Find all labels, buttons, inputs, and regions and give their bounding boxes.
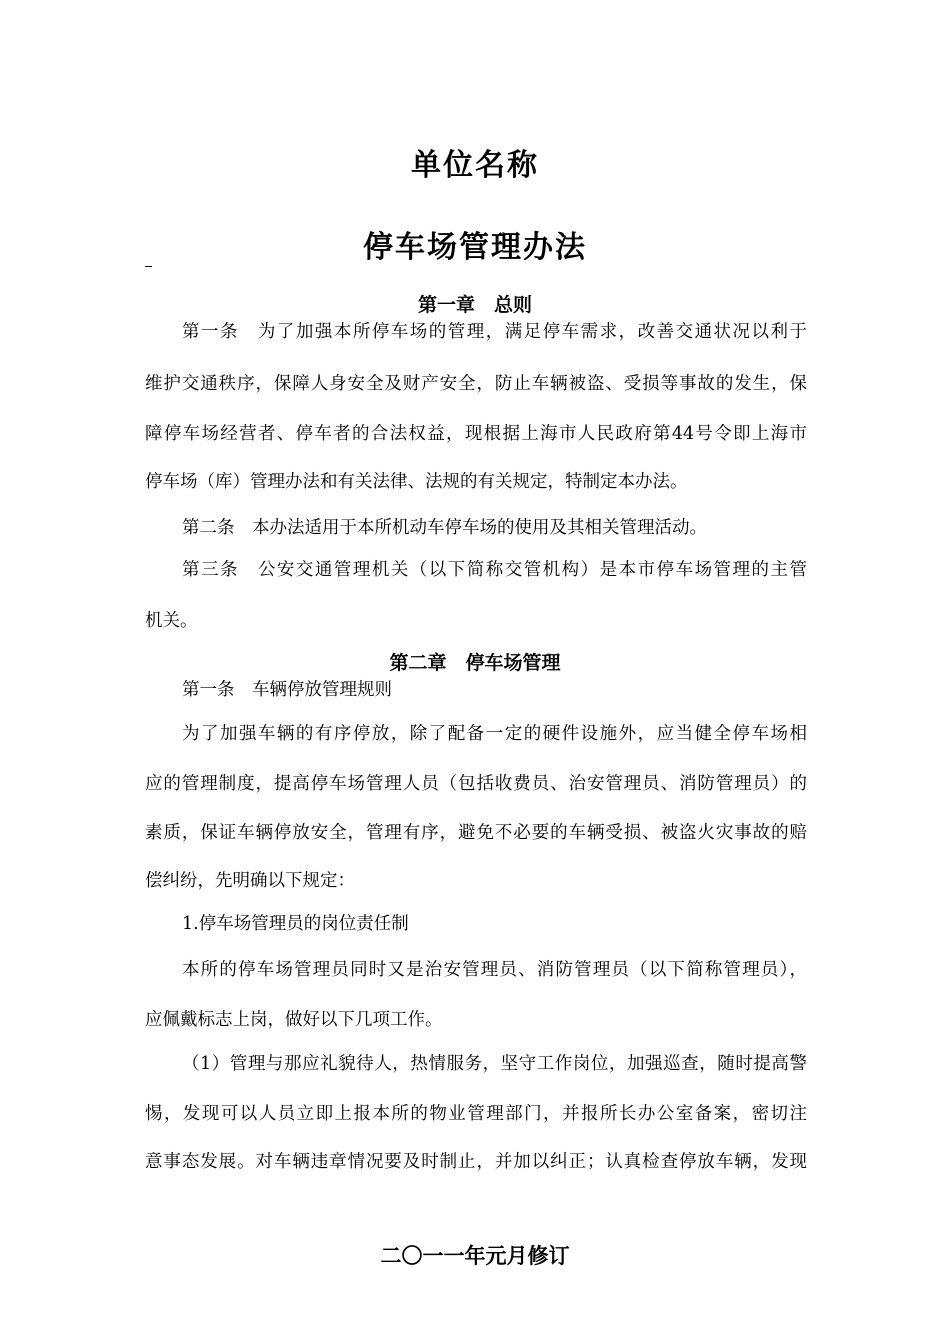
body-line: 第一条 为了加强本所停车场的管理，满足停车需求，改善交通状况以利于 [182, 322, 807, 342]
body-line: 1.停车场管理员的岗位责任制 [182, 914, 409, 934]
body-line: 为了加强车辆的有序停放，除了配备一定的硬件设施外，应当健全停车场相 [182, 724, 807, 744]
body-line: 本所的停车场管理员同时又是治安管理员、消防管理员（以下简称管理员）， [182, 960, 807, 980]
body-line: 第二条 本办法适用于本所机动车停车场的使用及其相关管理活动。 [182, 518, 707, 538]
body-line: 第一条 车辆停放管理规则 [182, 680, 392, 700]
body-line: 惕，发现可以人员立即上报本所的物业管理部门，并报所长办公室备案，密切注 [145, 1104, 807, 1124]
chapter-2-heading: 第二章 停车场管理 [389, 652, 561, 674]
body-line: 机关。 [145, 611, 198, 631]
body-line: 素质，保证车辆停放安全，管理有序，避免不必要的车辆受损、被盗火灾事故的赔 [145, 823, 807, 843]
body-line: 第三条 公安交通管理机关（以下简称交管机构）是本市停车场管理的主管 [182, 560, 807, 580]
body-line: 偿纠纷，先明确以下规定： [145, 871, 355, 891]
body-line: 应的管理制度，提高停车场管理人员（包括收费员、治安管理员、消防管理员）的 [145, 774, 807, 794]
revision-footer: 二〇一一年元月修订 [380, 1244, 570, 1268]
doc-title: 停车场管理办法 [363, 230, 587, 265]
body-line: 维护交通秩序，保障人身安全及财产安全，防止车辆被盗、受损等事故的发生，保 [145, 374, 807, 394]
body-line: 障停车场经营者、停车者的合法权益，现根据上海市人民政府第44号令即上海市 [145, 424, 807, 444]
org-title: 单位名称 [411, 148, 539, 183]
body-line: 意事态发展。对车辆违章情况要及时制止，并加以纠正；认真检查停放车辆，发现 [145, 1152, 807, 1172]
body-line: 应佩戴标志上岗，做好以下几项工作。 [145, 1010, 443, 1030]
chapter-1-heading: 第一章 总则 [417, 294, 532, 316]
body-line: （1）管理与那应礼貌待人，热情服务，坚守工作岗位，加强巡查，随时提高警 [182, 1054, 807, 1074]
margin-mark [145, 266, 152, 267]
body-line: 停车场（库）管理办法和有关法律、法规的有关规定，特制定本办法。 [145, 472, 688, 492]
